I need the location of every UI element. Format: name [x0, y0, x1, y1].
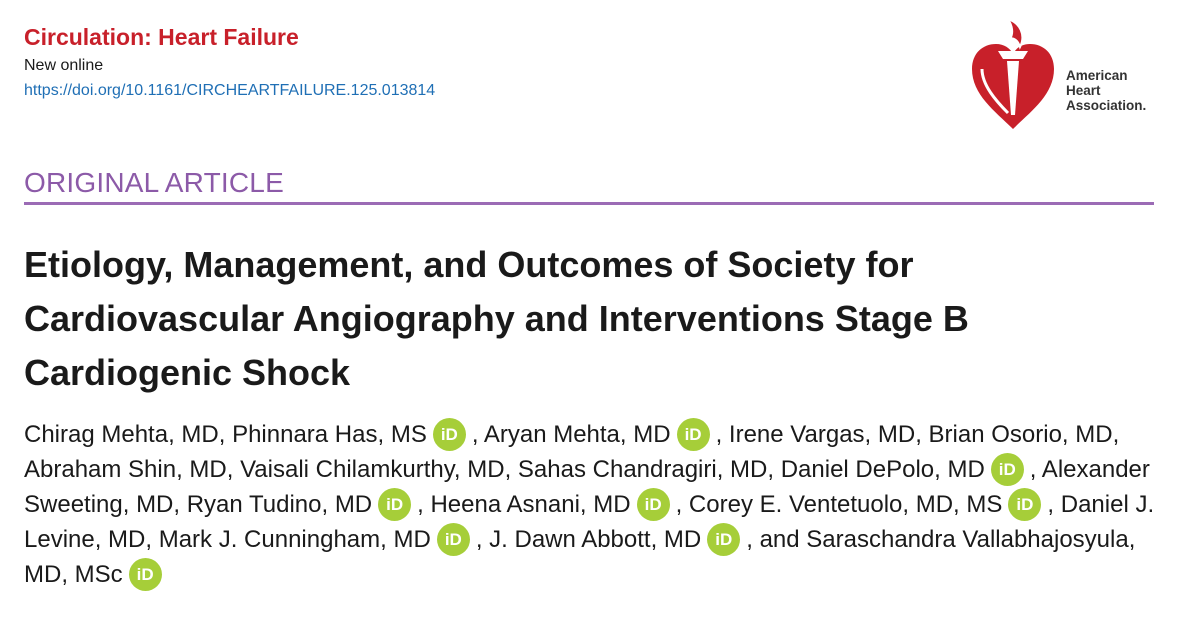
- author-text[interactable]: , and Saraschandra Vallabhajosyula, MD, MSc: [24, 526, 1136, 588]
- wordmark-line-2: Heart: [1066, 83, 1101, 98]
- orcid-icon[interactable]: iD: [707, 523, 740, 556]
- orcid-icon[interactable]: iD: [991, 453, 1024, 486]
- orcid-icon[interactable]: iD: [129, 558, 162, 591]
- author-text[interactable]: , Alexander Sweeting, MD, Ryan Tudino, MD: [24, 456, 1150, 518]
- orcid-icon[interactable]: iD: [677, 418, 710, 451]
- author-text[interactable]: , Corey E. Ventetuolo, MD, MS: [675, 491, 1003, 518]
- author-text[interactable]: , J. Dawn Abbott, MD: [475, 526, 702, 553]
- publication-status: New online: [24, 57, 104, 74]
- article-title: Etiology, Management, and Outcomes of Society for Cardiovascular Angiography and Interventions Stage B Cardiogenic Shock: [24, 244, 969, 393]
- orcid-icon[interactable]: iD: [433, 418, 466, 451]
- section-divider: [24, 202, 1154, 205]
- heart-torch-icon: [968, 17, 1058, 132]
- article-type: ORIGINAL ARTICLE: [24, 167, 284, 198]
- author-list: [24, 417, 1164, 592]
- author-text[interactable]: Chirag Mehta, MD, Phinnara Has, MS: [24, 421, 427, 448]
- orcid-icon[interactable]: iD: [1008, 488, 1041, 521]
- author-text[interactable]: , Irene Vargas, MD, Brian Osorio, MD, Abraham Shin, MD, Vaisali Chilamkurthy, MD, Sahas Chandragiri, MD, Daniel DePolo, MD: [24, 421, 1120, 483]
- aha-wordmark: [1066, 68, 1146, 113]
- orcid-icon[interactable]: iD: [437, 523, 470, 556]
- author-text[interactable]: , Heena Asnani, MD: [417, 491, 631, 518]
- author-text[interactable]: , Aryan Mehta, MD: [471, 421, 671, 448]
- journal-title[interactable]: Circulation: Heart Failure: [24, 24, 299, 50]
- orcid-icon[interactable]: iD: [637, 488, 670, 521]
- doi-link[interactable]: https://doi.org/10.1161/CIRCHEARTFAILURE.125.013814: [24, 82, 436, 99]
- wordmark-line-3: Association.: [1066, 98, 1147, 113]
- aha-logo[interactable]: [968, 17, 1168, 132]
- author-text[interactable]: , Daniel J. Levine, MD, Mark J. Cunningham, MD: [24, 491, 1155, 553]
- orcid-icon[interactable]: iD: [378, 488, 411, 521]
- wordmark-line-1: American: [1066, 68, 1128, 83]
